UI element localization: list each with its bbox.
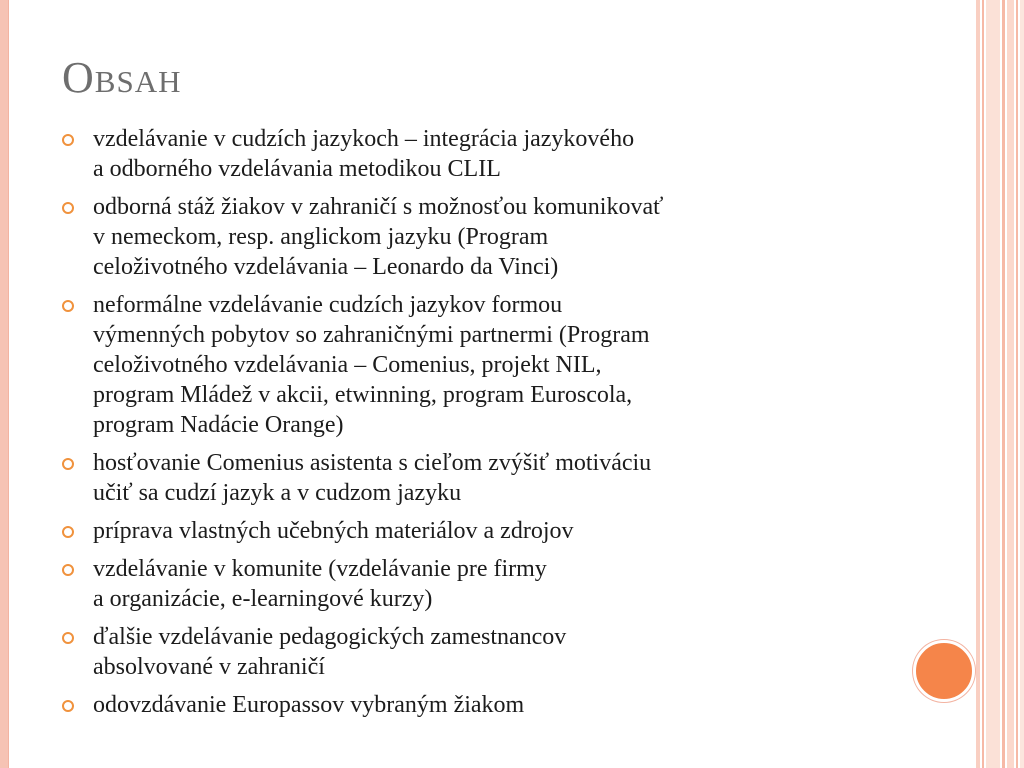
- bullet-circle-icon: [62, 700, 74, 712]
- slide-title: Obsah: [62, 53, 182, 102]
- left-border-decoration: [0, 0, 9, 768]
- orange-circle-decoration: [913, 640, 975, 702]
- list-item: [62, 448, 902, 508]
- list-item: [62, 192, 902, 282]
- stripe: [1016, 0, 1018, 768]
- list-item-line: ďalšie vzdelávanie pedagogických zamestnancov: [93, 624, 567, 650]
- list-item-line: program Nadácie Orange): [93, 412, 344, 438]
- list-item: [62, 516, 902, 546]
- bullet-list: [62, 124, 902, 728]
- list-item-line: celoživotného vzdelávania – Leonardo da Vinci): [93, 254, 559, 280]
- list-item-line: vzdelávanie v cudzích jazykoch – integrácia jazykového: [93, 126, 635, 152]
- stripe: [1007, 0, 1014, 768]
- list-item-line: výmenných pobytov so zahraničnými partnermi (Program: [93, 322, 650, 348]
- list-item: [62, 690, 902, 720]
- stripe: [1020, 0, 1024, 768]
- bullet-circle-icon: [62, 202, 74, 214]
- list-item-line: v nemeckom, resp. anglickom jazyku (Program: [93, 224, 549, 250]
- list-item-line: odovzdávanie Europassov vybraným žiakom: [93, 692, 525, 718]
- stripe: [986, 0, 1000, 768]
- list-item: [62, 622, 902, 682]
- list-item-line: program Mládež v akcii, etwinning, program Euroscola,: [93, 382, 633, 408]
- stripe: [1002, 0, 1005, 768]
- list-item-line: absolvované v zahraničí: [93, 654, 325, 680]
- list-item-line: príprava vlastných učebných materiálov a zdrojov: [93, 518, 574, 544]
- stripe: [976, 0, 980, 768]
- list-item: [62, 554, 902, 614]
- bullet-circle-icon: [62, 300, 74, 312]
- list-item-line: neformálne vzdelávanie cudzích jazykov formou: [93, 292, 563, 318]
- bullet-circle-icon: [62, 526, 74, 538]
- list-item-line: a odborného vzdelávania metodikou CLIL: [93, 156, 501, 182]
- list-item-line: hosťovanie Comenius asistenta s cieľom zvýšiť motiváciu: [93, 450, 652, 476]
- list-item: [62, 124, 902, 184]
- list-item-line: učiť sa cudzí jazyk a v cudzom jazyku: [93, 480, 462, 506]
- bullet-circle-icon: [62, 458, 74, 470]
- list-item: [62, 290, 902, 440]
- list-item-line: vzdelávanie v komunite (vzdelávanie pre firmy: [93, 556, 547, 582]
- bullet-circle-icon: [62, 632, 74, 644]
- stripe: [982, 0, 984, 768]
- bullet-circle-icon: [62, 134, 74, 146]
- right-stripes-decoration: [976, 0, 1024, 768]
- bullet-circle-icon: [62, 564, 74, 576]
- list-item-line: odborná stáž žiakov v zahraničí s možnosťou komunikovať: [93, 194, 664, 220]
- list-item-line: celoživotného vzdelávania – Comenius, projekt NIL,: [93, 352, 602, 378]
- list-item-line: a organizácie, e-learningové kurzy): [93, 586, 433, 612]
